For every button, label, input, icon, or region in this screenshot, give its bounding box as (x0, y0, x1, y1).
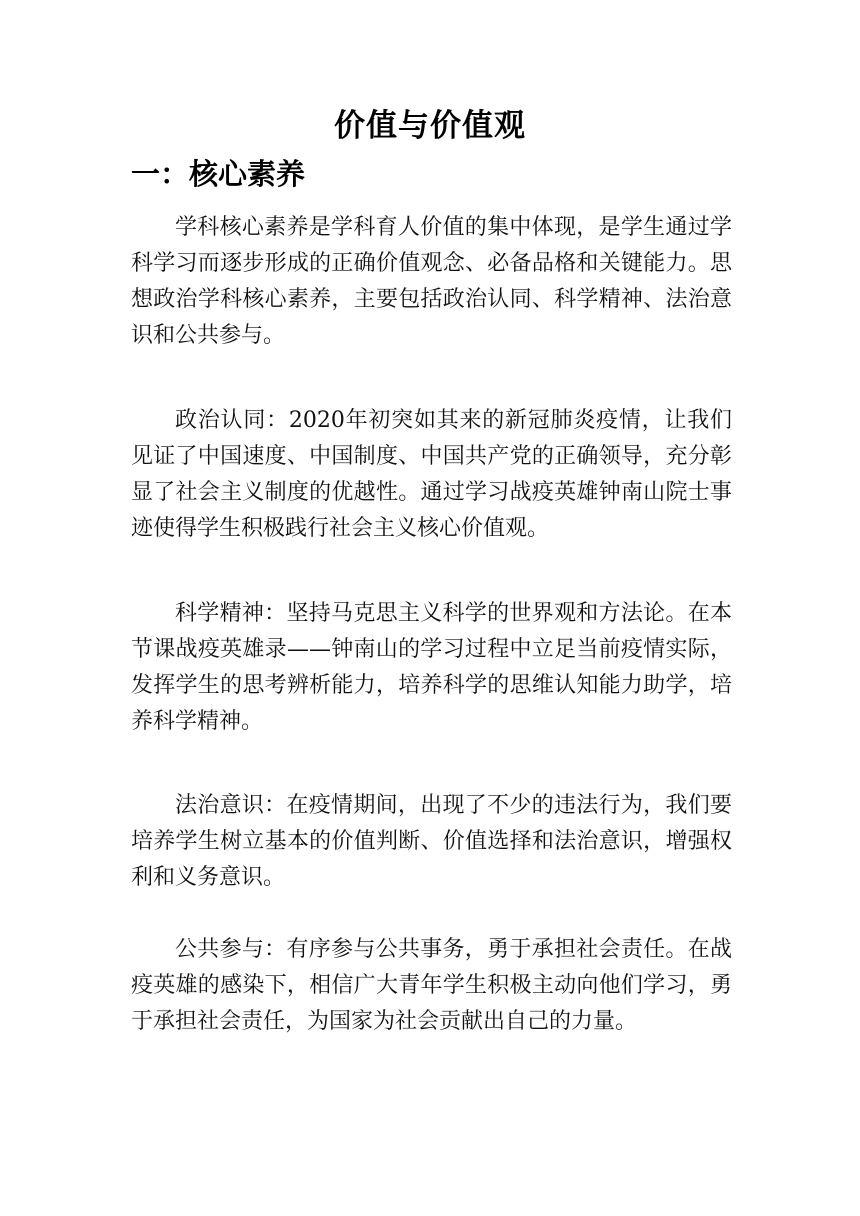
document-title: 价值与价值观 (334, 108, 526, 144)
paragraph-rule-of-law: 法治意识：在疫情期间，出现了不少的违法行为，我们要培养学生树立基本的价值判断、价值选择和法治意识，增强权利和义务意识。 (131, 793, 732, 890)
paragraph-public-participation: 公共参与：有序参与公共事务，勇于承担社会责任。在战疫英雄的感染下，相信广大青年学生积极主动向他们学习，勇于承担社会责任，为国家为社会贡献出自己的力量。 (131, 937, 732, 1034)
section-heading: 一：核心素养 (131, 157, 306, 191)
paragraph-core-literacy-intro: 学科核心素养是学科育人价值的集中体现，是学生通过学科学习而逐步形成的正确价值观念、必备品格和关键能力。思想政治学科核心素养，主要包括政治认同、科学精神、法治意识和公共参与。 (131, 215, 732, 348)
paragraph-political-identity: 政治认同：2020年初突如其来的新冠肺炎疫情，让我们见证了中国速度、中国制度、中国共产党的正确领导，充分彰显了社会主义制度的优越性。通过学习战疫英雄钟南山院士事迹使得学生积极践行社会主义核心价值观。 (131, 408, 732, 541)
paragraph-scientific-spirit: 科学精神：坚持马克思主义科学的世界观和方法论。在本节课战疫英雄录——钟南山的学习过程中立足当前疫情实际，发挥学生的思考辨析能力，培养科学的思维认知能力助学，培养科学精神。 (131, 601, 732, 734)
